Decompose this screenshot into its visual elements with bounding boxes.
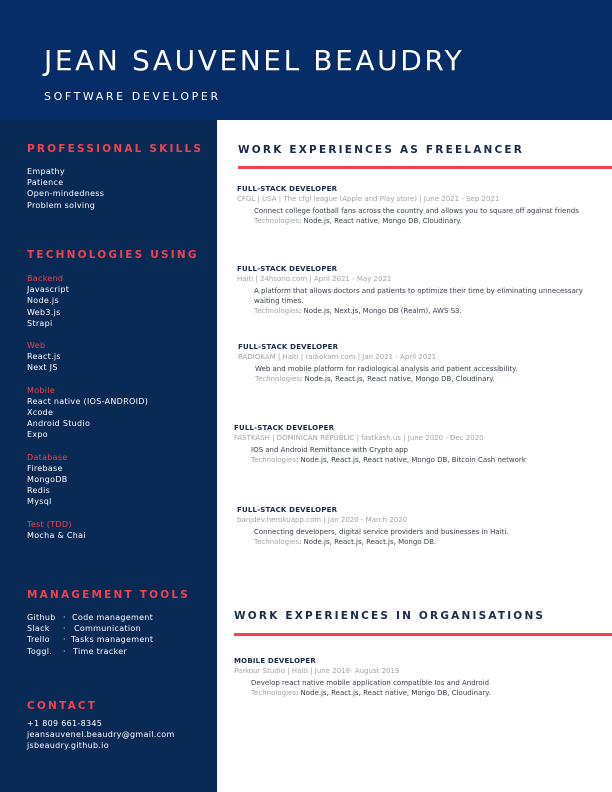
tech-item: Firebase — [27, 463, 63, 473]
job-meta: Parkour Studio | Haiti | June 2018- August 2019 — [234, 667, 400, 675]
tech-category-database: Database — [27, 452, 68, 462]
tech-label: Technologies — [254, 216, 299, 225]
sidebar — [0, 120, 217, 792]
contact-list — [27, 718, 175, 752]
tech-label: Technologies — [251, 688, 296, 697]
skill-item: Open-mindedness — [27, 189, 105, 199]
skills-heading: PROFESSIONAL SKILLS — [27, 143, 204, 155]
tech-values: : Node.js, Next.js, Mongo DB (Realm), AWS S3. — [298, 306, 462, 315]
freelance-divider — [238, 166, 612, 169]
tool-row — [27, 612, 153, 623]
tool-name: Slack — [27, 624, 50, 634]
tool-use: Code management — [72, 613, 154, 622]
tech-item: Javascript — [27, 285, 70, 295]
person-name: JEAN SAUVENEL BEAUDRY — [44, 44, 465, 77]
job-meta: CFGL | USA | The cfgl league (Apple and Play store) | June 2021 - Sep 2021 — [237, 195, 500, 203]
freelance-heading: WORK EXPERIENCES AS FREELANCER — [238, 144, 525, 156]
tool-name: Trello — [27, 635, 50, 645]
tech-label: Technologies — [251, 455, 296, 464]
job-technologies — [238, 375, 588, 385]
job-title: SOFTWARE DEVELOPER — [44, 90, 221, 103]
tool-row — [27, 623, 153, 634]
skill-item: Patience — [27, 178, 64, 188]
job-role: MOBILE DEVELOPER — [234, 657, 316, 665]
tech-item: MongoDB — [27, 475, 68, 485]
job-description: A platform that allows doctors and patients to optimize their time by eliminating unnecessary waiting times. — [254, 287, 583, 305]
tech-values: : Node.js, React.js, React native, Mongo DB, Cloudinary. — [295, 688, 491, 697]
job-meta: banjdev.herokuapp.com | Jan 2020 - March 2020 — [237, 516, 408, 524]
job-role: FULL-STACK DEVELOPER — [237, 185, 338, 193]
job-technologies — [237, 217, 587, 227]
contact-email[interactable]: jeansauvenel.beaudry@gmail.com — [27, 730, 175, 740]
organisation-job — [234, 657, 584, 699]
tech-item: Next JS — [27, 363, 58, 373]
tech-item: React native (IOS-ANDROID) — [27, 396, 149, 406]
job-description: Web and mobile platform for radiological analysis and patient accessibility. — [255, 365, 518, 373]
skill-item: Problem solving — [27, 200, 96, 210]
tech-item: Web3.js — [27, 307, 61, 317]
job-role: FULL-STACK DEVELOPER — [238, 343, 339, 351]
tool-row — [27, 646, 153, 657]
skills-list — [27, 166, 104, 211]
tech-item: React.js — [27, 352, 61, 362]
tool-separator: · — [63, 624, 66, 634]
technologies-heading: TECHNOLOGIES USING — [27, 249, 199, 261]
tool-use: Time tracker — [73, 646, 128, 656]
freelance-job — [234, 424, 584, 466]
tool-separator: · — [63, 635, 66, 645]
resume-header — [0, 0, 612, 120]
contact-phone: +1 809 661-8345 — [27, 719, 103, 728]
tech-values: : Node.js, React native, Mongo DB, Cloudinary. — [298, 216, 462, 225]
freelance-job — [238, 343, 588, 385]
freelance-job — [237, 506, 587, 548]
tech-label: Technologies — [254, 306, 299, 315]
tool-row — [27, 634, 153, 645]
job-technologies — [234, 456, 584, 466]
tool-name: Github — [27, 613, 56, 622]
tech-label: Technologies — [254, 537, 299, 546]
job-technologies — [237, 307, 587, 317]
job-description: Connecting developers, digital service providers and businesses in Haiti. — [254, 528, 509, 536]
tech-values: : Node.js, React.js, React native, Mongo DB, Cloudinary. — [299, 374, 495, 383]
tech-label: Technologies — [255, 374, 300, 383]
tech-category-web: Web — [27, 341, 46, 351]
tool-separator: · — [63, 613, 66, 622]
tech-category-mobile: Mobile — [27, 385, 56, 395]
contact-heading: CONTACT — [27, 700, 98, 712]
job-role: FULL-STACK DEVELOPER — [234, 424, 335, 432]
contact-website[interactable]: jsbeaudry.github.io — [27, 741, 109, 751]
job-meta: FASTKASH | DOMINICAN REPUBLIC | fastkash.us | June 2020 - Dec 2020 — [234, 434, 484, 442]
tech-item: Strapi — [27, 318, 53, 328]
technologies-list — [27, 273, 148, 541]
management-heading: MANAGEMENT TOOLS — [27, 589, 190, 601]
tool-separator: · — [63, 646, 66, 656]
job-role: FULL-STACK DEVELOPER — [237, 506, 338, 514]
tool-use: Tasks management — [71, 635, 154, 645]
job-meta: RADIOKAM | Haiti | radiokam.com | Jan 2021 - April 2021 — [238, 353, 437, 361]
job-description: IOS and Android Remittance with Crypto app — [251, 446, 408, 454]
tech-item: Mocha & Chai — [27, 530, 86, 540]
freelance-job — [237, 185, 587, 227]
tech-values: : Node.js, React.js, React.js, Mongo DB. — [298, 537, 437, 546]
job-technologies — [237, 538, 587, 548]
tool-name: Toggl. — [27, 646, 53, 656]
tool-use: Communication — [74, 624, 141, 634]
organisations-divider — [234, 633, 612, 636]
job-description: Connect college football fans across the country and allows you to square off against friends — [254, 207, 579, 215]
freelance-job — [237, 265, 587, 316]
job-role: FULL-STACK DEVELOPER — [237, 265, 338, 273]
tech-item: Android Studio — [27, 419, 91, 429]
job-description: Develop react native mobile application compatible Ios and Android — [251, 679, 490, 687]
tech-item: Xcode — [27, 408, 54, 418]
tech-values: : Node.js, React.js, React native, Mongo DB, Bitcoin Cash network — [295, 455, 526, 464]
job-meta: Haiti | 24hsono.com | April 2021 - May 2021 — [237, 275, 392, 283]
skill-item: Empathy — [27, 167, 65, 176]
tech-item: Expo — [27, 430, 48, 440]
organisations-heading: WORK EXPERIENCES IN ORGANISATIONS — [234, 610, 546, 622]
job-technologies — [234, 689, 584, 699]
tech-item: Node.js — [27, 296, 59, 306]
management-list — [27, 612, 153, 657]
tech-category-backend: Backend — [27, 274, 64, 283]
tech-item: Redis — [27, 486, 51, 496]
tech-item: Mysql — [27, 497, 52, 507]
tech-category-test: Test (TDD) — [27, 519, 72, 529]
